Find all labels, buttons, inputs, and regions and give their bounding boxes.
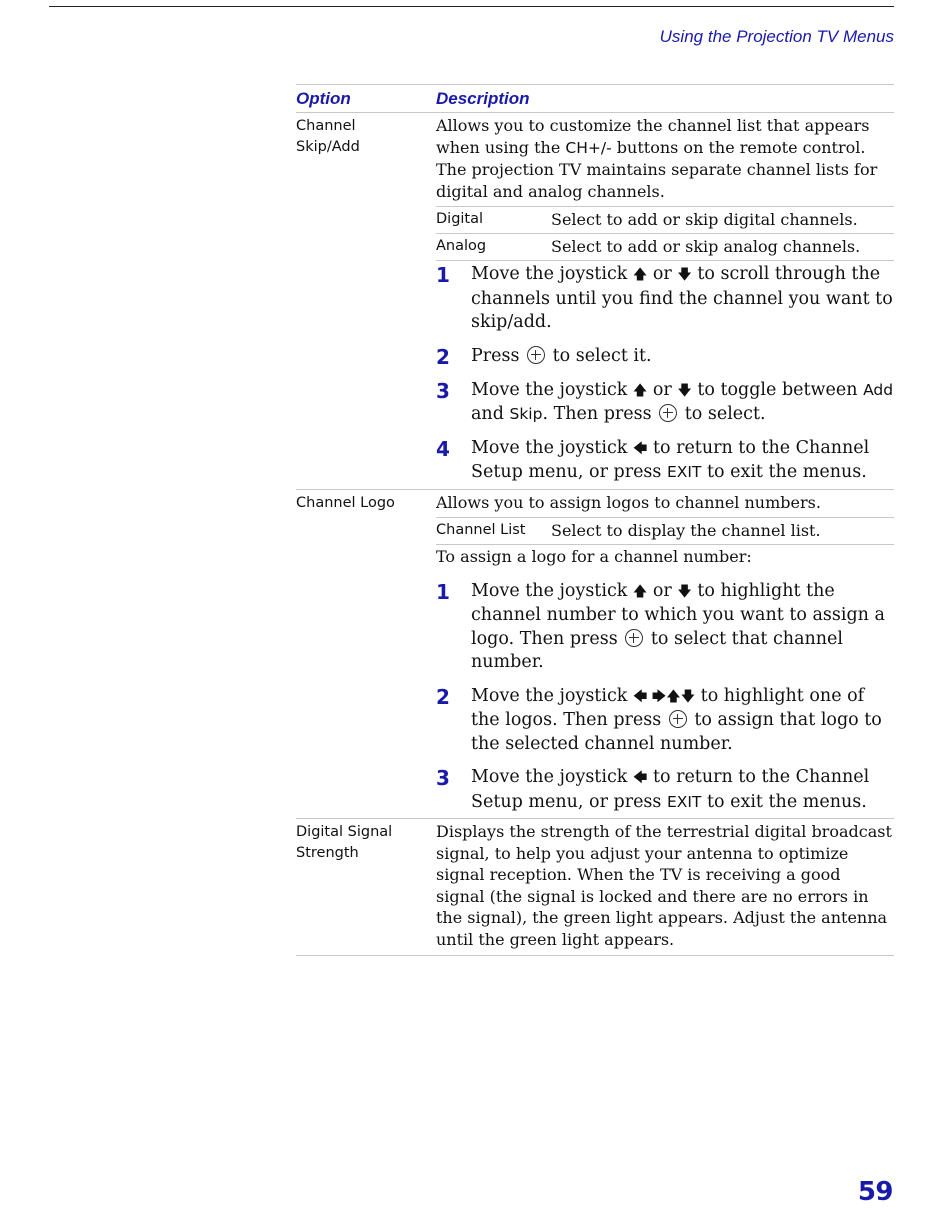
list-item: 2 Press to select it. bbox=[436, 344, 652, 369]
arrow-left-icon: 🡄 bbox=[632, 440, 648, 457]
sub-option-analog: Analog Select to add or skip analog channels. bbox=[436, 233, 894, 261]
joystick-press-icon bbox=[669, 710, 687, 728]
list-item: 4 Move the joystick 🡄 to return to the Channel Setup menu, or press EXIT to exit the menus. bbox=[436, 436, 870, 482]
table-row-channel-logo bbox=[296, 490, 894, 820]
description-channel-skip-add bbox=[436, 113, 894, 489]
channel-skip-description: Allows you to customize the channel list that appears when using the CH+/- buttons on the remote control. The projection TV maintains separate channel lists for digital and analog channels. bbox=[436, 116, 878, 201]
joystick-press-icon bbox=[625, 629, 643, 647]
description-column-header: Description bbox=[436, 88, 530, 108]
option-channel-logo: Channel Logo bbox=[296, 494, 395, 511]
sub-option-channel-list: Channel List Select to display the channel list. bbox=[436, 517, 894, 545]
channel-logo-steps bbox=[436, 578, 894, 815]
table-row-channel-skip-add bbox=[296, 113, 894, 490]
description-digital-signal-strength bbox=[436, 819, 894, 955]
arrow-down-icon: 🡇 bbox=[677, 267, 692, 283]
option-digital-signal-strength: Digital Signal Strength bbox=[296, 824, 393, 861]
page-number: 59 bbox=[857, 1177, 893, 1207]
arrow-up-icon: 🡅 bbox=[632, 267, 648, 283]
arrow-down-icon: 🡇 bbox=[677, 382, 692, 399]
option-channel-skip-add: Channel Skip/Add bbox=[296, 118, 360, 155]
joystick-press-icon bbox=[527, 346, 545, 364]
channel-logo-intro: To assign a logo for a channel number: bbox=[436, 547, 752, 566]
arrow-left-icon: 🡄 bbox=[632, 770, 648, 786]
description-channel-logo bbox=[436, 490, 894, 819]
table-header bbox=[296, 84, 894, 113]
list-item: 3 Move the joystick 🡅 or 🡇 to toggle between Add and Skip. Then press to select. bbox=[436, 378, 894, 424]
joystick-press-icon bbox=[659, 404, 677, 422]
table-row-digital-signal-strength bbox=[296, 819, 894, 956]
option-column-header: Option bbox=[296, 88, 351, 108]
options-table bbox=[296, 84, 894, 956]
running-head: Using the Projection TV Menus bbox=[659, 27, 894, 46]
top-rule bbox=[49, 6, 894, 7]
list-item: 3 Move the joystick 🡄 to return to the Channel Setup menu, or press EXIT to exit the menus. bbox=[436, 766, 870, 812]
list-item: 2 Move the joystick 🡄 🡆🡅🡇 to highlight one of the logos. Then press to assign that logo to the selected channel number. bbox=[436, 684, 882, 754]
channel-skip-steps bbox=[436, 261, 894, 485]
arrow-up-icon: 🡅 bbox=[632, 583, 648, 600]
arrow-four-way-icon: 🡄 🡆🡅🡇 bbox=[632, 688, 696, 705]
list-item: 1 Move the joystick 🡅 or 🡇 to scroll through the channels until you find the channel you want to skip/add. bbox=[436, 263, 893, 332]
arrow-down-icon: 🡇 bbox=[677, 583, 692, 600]
list-item: 1 Move the joystick 🡅 or 🡇 to highlight the channel number to which you want to assign a logo. Then press to select that channel number. bbox=[436, 579, 885, 672]
channel-logo-description: Allows you to assign logos to channel numbers. bbox=[436, 492, 821, 512]
signal-description: Displays the strength of the terrestrial digital broadcast signal, to help you adjust your antenna to optimize signal reception. When the TV is receiving a good signal (the signal is locked and there are no errors in the signal), the green light appears. Adjust the antenna until the green light appears. bbox=[436, 822, 892, 949]
sub-option-digital: Digital Select to add or skip digital channels. bbox=[436, 206, 894, 233]
arrow-up-icon: 🡅 bbox=[632, 382, 648, 399]
